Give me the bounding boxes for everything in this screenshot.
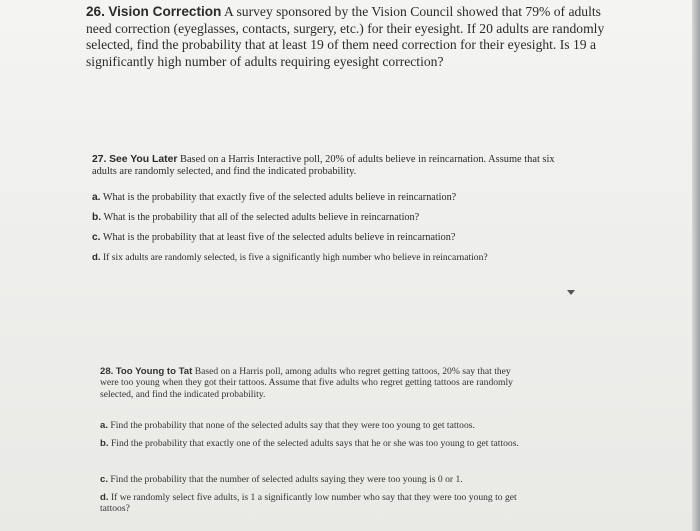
part-text: If we randomly select five adults, is 1 a significantly low number who say that they were too young to get tattoos? [100, 492, 517, 515]
part-d [100, 492, 525, 515]
page-edge [692, 0, 700, 531]
problem-26 [86, 4, 626, 70]
problem-text: A survey sponsored by the Vision Council showed that 79% of adults need correction (eyeglasses, contacts, surgery, etc.) for their eyesight. If 20 adults are randomly selected, find the probability that at least 19 of them need correction for their eyesight. Is 19 a significantly high number of adults requiring eyesight correction? [86, 4, 605, 69]
part-text: What is the probability that at least five of the selected adults believe in reincarnation? [102, 232, 456, 243]
part-label: b. [100, 438, 109, 449]
problem-text: Based on a Harris Interactive poll, 20% of adults believe in reincarnation. Assume that six adults are randomly selected, and find the indicated probability. [92, 154, 555, 178]
problem-title: See You Later [109, 154, 178, 165]
part-label: a. [92, 192, 101, 203]
part-text: Find the probability that exactly one of the selected adults says that he or she was too young to get tattoos. [110, 438, 519, 449]
problem-28 [100, 366, 530, 515]
problem-intro [100, 366, 530, 400]
problem-number: 26. [86, 4, 105, 19]
part-text: What is the probability that exactly five of the selected adults believe in reincarnation? [102, 192, 457, 203]
problem-intro [92, 154, 562, 178]
problem-title: Vision Correction [108, 4, 222, 19]
part-c [100, 474, 525, 485]
part-text: Find the probability that the number of selected adults saying they were too young is 0 or 1. [110, 474, 463, 485]
problem-text: Based on a Harris poll, among adults who regret getting tattoos, 20% say that they were too young when they got their tattoos. Assume that five adults who regret getting tattoos are randomly selected, and find the indicated probability. [100, 366, 513, 400]
part-a [100, 420, 525, 431]
scroll-marker-icon [567, 290, 575, 295]
part-label: c. [92, 232, 101, 243]
part-b [100, 438, 525, 449]
part-a [92, 192, 456, 204]
part-label: c. [100, 474, 109, 485]
part-d [92, 252, 488, 264]
part-label: b. [92, 212, 102, 223]
part-c [92, 232, 455, 244]
problem-title: Too Young to Tat [115, 366, 193, 377]
part-text: If six adults are randomly selected, is five a significantly high number who believe in reincarnation? [102, 252, 488, 263]
problem-27 [92, 154, 592, 263]
problem-number: 27. [92, 154, 107, 165]
part-label: a. [100, 420, 109, 431]
part-label: d. [92, 252, 101, 263]
problem-number: 28. [100, 366, 114, 377]
part-label: d. [100, 492, 109, 503]
part-text: What is the probability that all of the selected adults believe in reincarnation? [103, 212, 420, 223]
part-b [92, 212, 419, 224]
part-text: Find the probability that none of the selected adults say that they were too young to get tattoos. [110, 420, 475, 431]
